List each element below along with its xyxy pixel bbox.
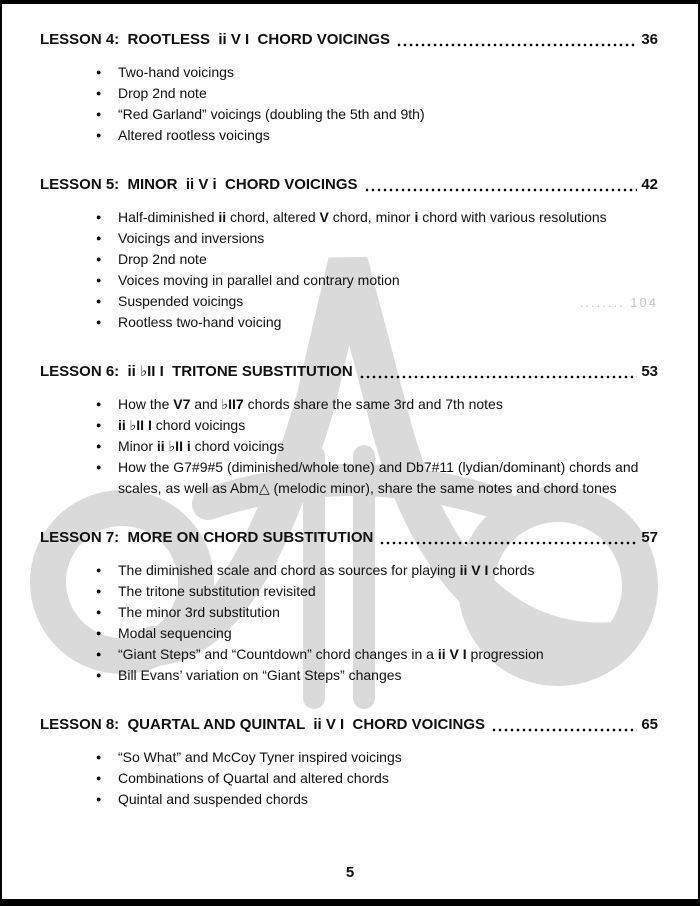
toc-item bbox=[96, 270, 658, 291]
toc-item-text: Voices moving in parallel and contrary motion bbox=[118, 272, 400, 288]
toc-item bbox=[96, 623, 658, 644]
lesson-heading bbox=[40, 175, 658, 194]
dot-leader bbox=[491, 728, 637, 732]
toc-item bbox=[96, 249, 658, 270]
toc-item-text: Altered rootless voicings bbox=[118, 127, 270, 143]
lesson-title: LESSON 6: ii ♭II I TRITONE SUBSTITUTION bbox=[40, 363, 353, 380]
toc-item-text: How the G7#9#5 (diminished/whole tone) and Db7#11 (lydian/dominant) chords and scales, as well as Abm△ (melodic minor), share the same notes and chord tones bbox=[118, 459, 639, 496]
bullet-icon: ● bbox=[96, 109, 102, 119]
bullet-icon: ● bbox=[96, 752, 102, 762]
bullet-icon: ● bbox=[96, 441, 102, 451]
toc-item-text: Voicings and inversions bbox=[118, 230, 265, 246]
bullet-icon: ● bbox=[96, 586, 102, 596]
bullet-icon: ● bbox=[96, 317, 102, 327]
toc-item bbox=[96, 768, 658, 789]
lesson-section bbox=[40, 30, 658, 146]
bullet-icon: ● bbox=[96, 794, 102, 804]
toc-item bbox=[96, 581, 658, 602]
lesson-page-number: 65 bbox=[641, 716, 658, 733]
toc-item bbox=[96, 415, 658, 436]
lesson-items bbox=[40, 747, 658, 810]
bullet-icon: ● bbox=[96, 254, 102, 264]
bullet-icon: ● bbox=[96, 649, 102, 659]
page-showthrough-text: ........ 104 bbox=[579, 295, 658, 310]
toc-item bbox=[96, 644, 658, 665]
bullet-icon: ● bbox=[96, 67, 102, 77]
bullet-icon: ● bbox=[96, 275, 102, 285]
toc-item bbox=[96, 125, 658, 146]
toc-item-text: Suspended voicings bbox=[118, 293, 244, 309]
toc-item bbox=[96, 104, 658, 125]
lesson-title: LESSON 7: MORE ON CHORD SUBSTITUTION bbox=[40, 529, 374, 546]
bullet-icon: ● bbox=[96, 233, 102, 243]
toc-item-text: Drop 2nd note bbox=[118, 85, 207, 101]
bullet-icon: ● bbox=[96, 296, 102, 306]
toc-item-text: How the V7 and ♭II7 chords share the same 3rd and 7th notes bbox=[118, 396, 503, 412]
toc-item bbox=[96, 62, 658, 83]
lesson-section bbox=[40, 362, 658, 499]
bullet-icon: ● bbox=[96, 462, 102, 472]
toc-item bbox=[96, 228, 658, 249]
bullet-icon: ● bbox=[96, 628, 102, 638]
toc-item-text: “Red Garland” voicings (doubling the 5th and 9th) bbox=[118, 106, 425, 122]
toc-item-text: Minor ii ♭II i chord voicings bbox=[118, 438, 285, 454]
toc-item-text: Combinations of Quartal and altered chords bbox=[118, 770, 389, 786]
toc-item-text: The diminished scale and chord as sources for playing ii V I chords bbox=[118, 562, 535, 578]
bullet-icon: ● bbox=[96, 670, 102, 680]
lesson-heading bbox=[40, 30, 658, 49]
lesson-items bbox=[40, 560, 658, 686]
lesson-section bbox=[40, 715, 658, 810]
toc-item bbox=[96, 291, 658, 312]
toc-item bbox=[96, 207, 658, 228]
toc-item bbox=[96, 457, 658, 499]
bullet-icon: ● bbox=[96, 420, 102, 430]
toc-item bbox=[96, 747, 658, 768]
lessons bbox=[40, 30, 658, 810]
dot-leader bbox=[379, 541, 637, 545]
toc-content bbox=[2, 4, 698, 810]
lesson-heading bbox=[40, 528, 658, 547]
bullet-icon: ● bbox=[96, 773, 102, 783]
bullet-icon: ● bbox=[96, 565, 102, 575]
dot-leader bbox=[396, 43, 637, 47]
toc-item bbox=[96, 602, 658, 623]
dot-leader bbox=[364, 188, 638, 192]
lesson-page-number: 53 bbox=[641, 363, 658, 380]
toc-item bbox=[96, 560, 658, 581]
toc-item bbox=[96, 436, 658, 457]
dot-leader bbox=[359, 375, 638, 379]
toc-item bbox=[96, 312, 658, 333]
bullet-icon: ● bbox=[96, 130, 102, 140]
toc-item-text: ii ♭II I chord voicings bbox=[118, 417, 246, 433]
lesson-items bbox=[40, 394, 658, 499]
toc-item bbox=[96, 83, 658, 104]
toc-item-text: The tritone substitution revisited bbox=[118, 583, 316, 599]
lesson-page-number: 36 bbox=[641, 31, 658, 48]
bullet-icon: ● bbox=[96, 399, 102, 409]
lesson-title: LESSON 4: ROOTLESS ii V I CHORD VOICINGS bbox=[40, 31, 391, 48]
toc-item-text: Drop 2nd note bbox=[118, 251, 207, 267]
lesson-page-number: 42 bbox=[641, 176, 658, 193]
lesson-items bbox=[40, 207, 658, 333]
lesson-section bbox=[40, 175, 658, 333]
toc-item-text: The minor 3rd substitution bbox=[118, 604, 280, 620]
toc-item bbox=[96, 789, 658, 810]
toc-item-text: Two-hand voicings bbox=[118, 64, 234, 80]
toc-item bbox=[96, 394, 658, 415]
toc-item-text: “So What” and McCoy Tyner inspired voicings bbox=[118, 749, 402, 765]
bullet-icon: ● bbox=[96, 212, 102, 222]
toc-item-text: “Giant Steps” and “Countdown” chord changes in a ii V I progression bbox=[118, 646, 544, 662]
bullet-icon: ● bbox=[96, 607, 102, 617]
toc-item-text: Half-diminished ii chord, altered V chord, minor i chord with various resolutions bbox=[118, 209, 607, 225]
toc-item-text: Quintal and suspended chords bbox=[118, 791, 308, 807]
bullet-icon: ● bbox=[96, 88, 102, 98]
lesson-heading bbox=[40, 362, 658, 381]
toc-item bbox=[96, 665, 658, 686]
lesson-section bbox=[40, 528, 658, 686]
lesson-title: LESSON 5: MINOR ii V i CHORD VOICINGS bbox=[40, 176, 358, 193]
lesson-heading bbox=[40, 715, 658, 734]
lesson-items bbox=[40, 62, 658, 146]
toc-item-text: Bill Evans’ variation on “Giant Steps” changes bbox=[118, 667, 402, 683]
lesson-page-number: 57 bbox=[641, 529, 658, 546]
page-number: 5 bbox=[345, 864, 355, 881]
toc-item-text: Modal sequencing bbox=[118, 625, 232, 641]
lesson-title: LESSON 8: QUARTAL AND QUINTAL ii V I CHORD VOICINGS bbox=[40, 716, 486, 733]
toc-item-text: Rootless two-hand voicing bbox=[118, 314, 282, 330]
